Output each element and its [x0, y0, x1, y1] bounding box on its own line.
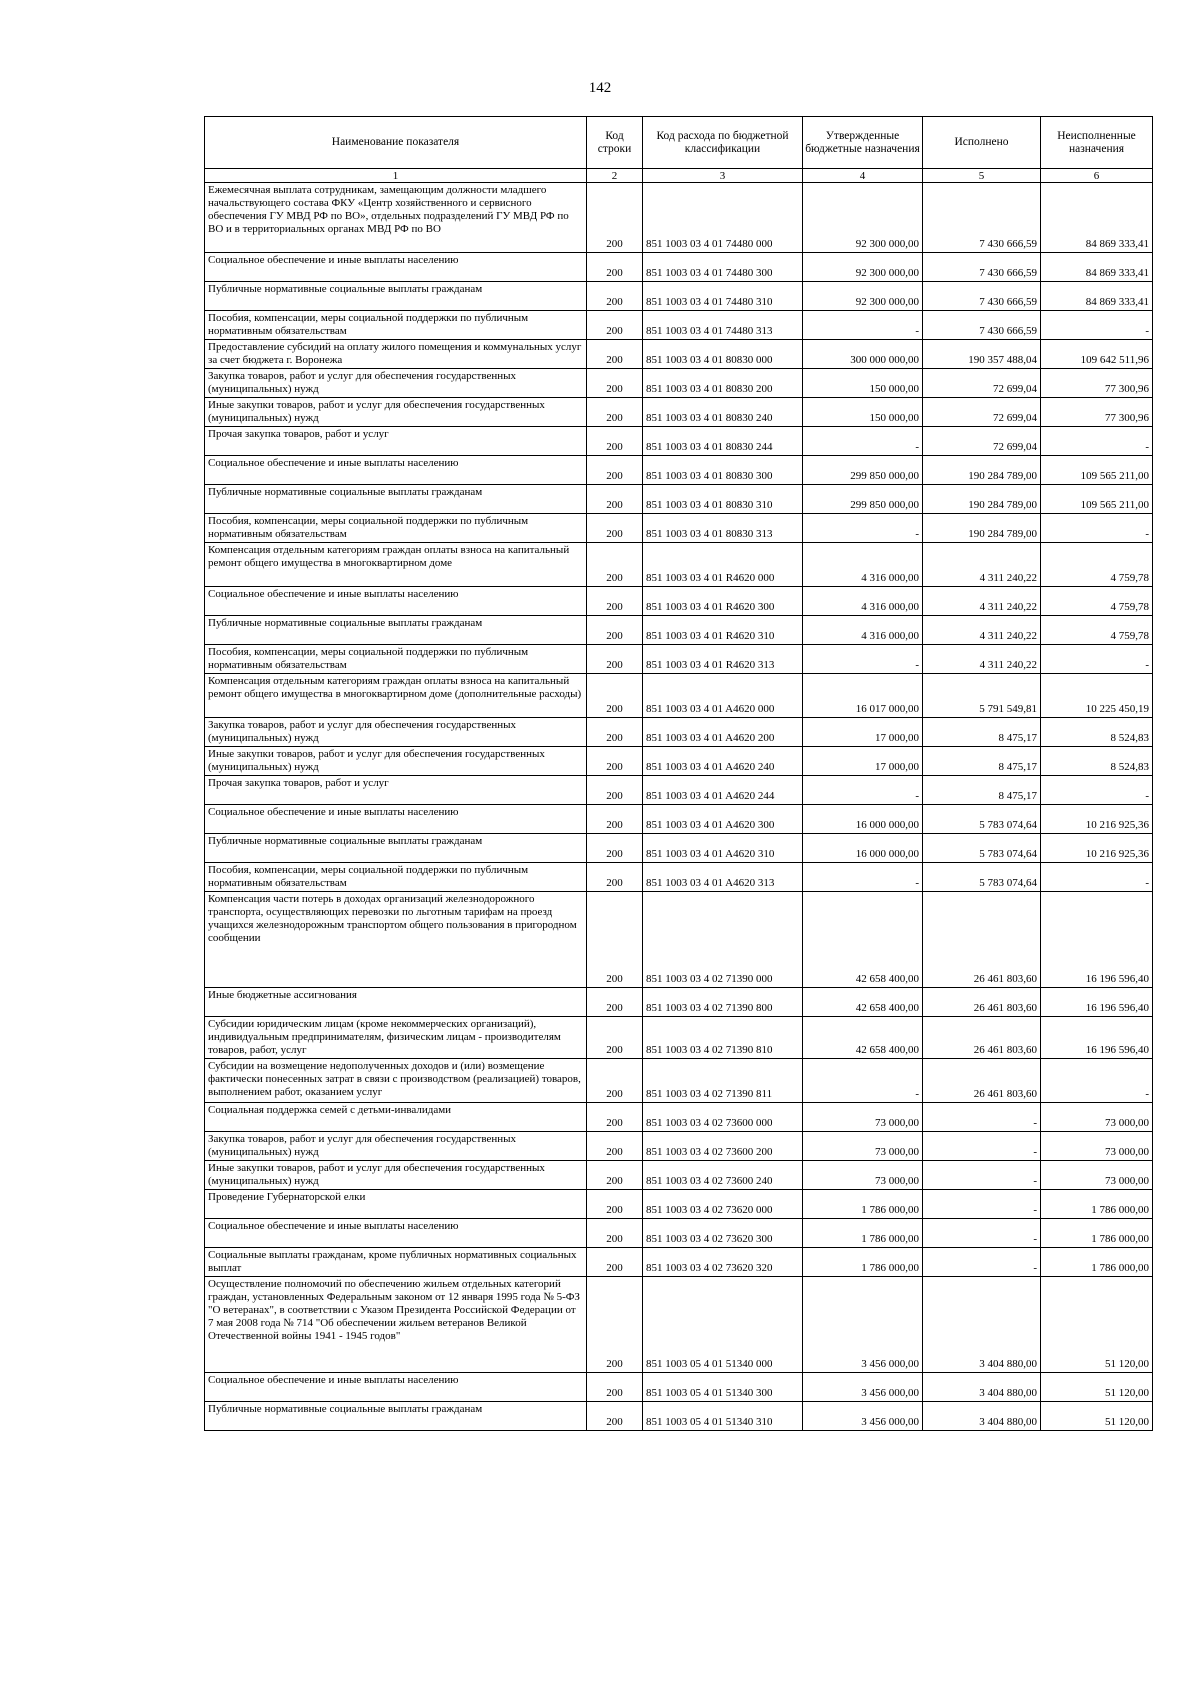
- row-unexecuted: 16 196 596,40: [1041, 988, 1153, 1017]
- table-row: [205, 340, 1153, 369]
- row-unexecuted: 4 759,78: [1041, 587, 1153, 616]
- row-name: Иные закупки товаров, работ и услуг для обеспечения государственных (муниципальных) нужд: [205, 398, 587, 427]
- table-row: [205, 587, 1153, 616]
- row-line-code: 200: [587, 1103, 643, 1132]
- table-row: [205, 1017, 1153, 1059]
- row-expense-code: 851 1003 03 4 01 74480 310: [643, 282, 803, 311]
- row-executed: 8 475,17: [923, 747, 1041, 776]
- page-number: 142: [588, 80, 612, 96]
- row-unexecuted: -: [1041, 776, 1153, 805]
- row-approved: 42 658 400,00: [803, 892, 923, 988]
- row-executed: 190 284 789,00: [923, 485, 1041, 514]
- row-approved: 300 000 000,00: [803, 340, 923, 369]
- row-unexecuted: -: [1041, 514, 1153, 543]
- row-line-code: 200: [587, 718, 643, 747]
- budget-execution-table: [204, 116, 1153, 1431]
- row-executed: 72 699,04: [923, 369, 1041, 398]
- row-name: Социальное обеспечение и иные выплаты населению: [205, 805, 587, 834]
- row-line-code: 200: [587, 1132, 643, 1161]
- table-row: [205, 892, 1153, 988]
- row-name: Компенсация части потерь в доходах организаций железнодорожного транспорта, осуществляющих перевозки по льготным тарифам на проезд учащихся железнодорожным транспортом общего пользования в пригородном сообщении: [205, 892, 587, 988]
- column-number: 5: [923, 169, 1041, 183]
- row-approved: 73 000,00: [803, 1103, 923, 1132]
- row-line-code: 200: [587, 1059, 643, 1103]
- row-executed: 4 311 240,22: [923, 616, 1041, 645]
- table-row: [205, 1103, 1153, 1132]
- row-executed: 7 430 666,59: [923, 311, 1041, 340]
- row-name: Публичные нормативные социальные выплаты гражданам: [205, 834, 587, 863]
- row-line-code: 200: [587, 369, 643, 398]
- row-executed: 5 783 074,64: [923, 863, 1041, 892]
- row-line-code: 200: [587, 485, 643, 514]
- row-unexecuted: 84 869 333,41: [1041, 282, 1153, 311]
- table-row: [205, 1277, 1153, 1373]
- row-expense-code: 851 1003 03 4 01 A4620 240: [643, 747, 803, 776]
- row-approved: 1 786 000,00: [803, 1190, 923, 1219]
- row-approved: 3 456 000,00: [803, 1373, 923, 1402]
- row-name: Субсидии на возмещение недополученных доходов и (или) возмещение фактически понесенных затрат в связи с производством (реализацией) товаров, выполнением работ, оказанием услуг: [205, 1059, 587, 1103]
- row-unexecuted: 109 565 211,00: [1041, 485, 1153, 514]
- row-line-code: 200: [587, 1017, 643, 1059]
- row-expense-code: 851 1003 03 4 01 R4620 300: [643, 587, 803, 616]
- row-expense-code: 851 1003 03 4 01 80830 300: [643, 456, 803, 485]
- row-executed: -: [923, 1219, 1041, 1248]
- row-executed: 3 404 880,00: [923, 1373, 1041, 1402]
- row-expense-code: 851 1003 03 4 02 73620 300: [643, 1219, 803, 1248]
- row-approved: 3 456 000,00: [803, 1277, 923, 1373]
- table-row: [205, 485, 1153, 514]
- row-expense-code: 851 1003 03 4 01 R4620 310: [643, 616, 803, 645]
- row-expense-code: 851 1003 03 4 01 A4620 300: [643, 805, 803, 834]
- row-approved: 92 300 000,00: [803, 282, 923, 311]
- row-executed: -: [923, 1161, 1041, 1190]
- row-executed: 26 461 803,60: [923, 1017, 1041, 1059]
- row-name: Ежемесячная выплата сотрудникам, замещающим должности младшего начальствующего состава ФКУ «Центр хозяйственного и сервисного обеспечения ГУ МВД РФ по ВО», отдельных подразделений ГУ МВД РФ по ВО и в территориальных органах МВД РФ по ВО: [205, 183, 587, 253]
- row-expense-code: 851 1003 03 4 01 80830 000: [643, 340, 803, 369]
- table-row: [205, 776, 1153, 805]
- row-executed: 5 783 074,64: [923, 834, 1041, 863]
- table-row: [205, 805, 1153, 834]
- table-row: [205, 1373, 1153, 1402]
- row-executed: -: [923, 1248, 1041, 1277]
- table-row: [205, 1248, 1153, 1277]
- row-expense-code: 851 1003 03 4 02 71390 800: [643, 988, 803, 1017]
- table-body: [205, 183, 1153, 1431]
- row-unexecuted: 1 786 000,00: [1041, 1219, 1153, 1248]
- row-line-code: 200: [587, 645, 643, 674]
- row-approved: 16 017 000,00: [803, 674, 923, 718]
- row-unexecuted: -: [1041, 1059, 1153, 1103]
- row-line-code: 200: [587, 514, 643, 543]
- table-row: [205, 1402, 1153, 1431]
- header-unexecuted: Неисполненные назначения: [1041, 117, 1153, 169]
- row-executed: 4 311 240,22: [923, 587, 1041, 616]
- row-expense-code: 851 1003 05 4 01 51340 000: [643, 1277, 803, 1373]
- table-row: [205, 427, 1153, 456]
- row-name: Социальное обеспечение и иные выплаты населению: [205, 1219, 587, 1248]
- row-line-code: 200: [587, 674, 643, 718]
- row-line-code: 200: [587, 892, 643, 988]
- row-line-code: 200: [587, 863, 643, 892]
- row-unexecuted: 1 786 000,00: [1041, 1190, 1153, 1219]
- row-approved: 16 000 000,00: [803, 834, 923, 863]
- row-expense-code: 851 1003 03 4 01 74480 313: [643, 311, 803, 340]
- row-name: Публичные нормативные социальные выплаты гражданам: [205, 485, 587, 514]
- row-line-code: 200: [587, 1402, 643, 1431]
- table-row: [205, 253, 1153, 282]
- row-name: Субсидии юридическим лицам (кроме некоммерческих организаций), индивидуальным предпринимателям, физическим лицам - производителям товаров, работ, услуг: [205, 1017, 587, 1059]
- row-expense-code: 851 1003 03 4 01 80830 240: [643, 398, 803, 427]
- header-indicator-name: Наименование показателя: [205, 117, 587, 169]
- row-approved: -: [803, 311, 923, 340]
- row-executed: 7 430 666,59: [923, 282, 1041, 311]
- row-unexecuted: 51 120,00: [1041, 1373, 1153, 1402]
- row-approved: -: [803, 776, 923, 805]
- row-approved: 42 658 400,00: [803, 1017, 923, 1059]
- table-row: [205, 311, 1153, 340]
- row-line-code: 200: [587, 282, 643, 311]
- column-number: 1: [205, 169, 587, 183]
- row-line-code: 200: [587, 311, 643, 340]
- row-expense-code: 851 1003 03 4 02 71390 000: [643, 892, 803, 988]
- row-name: Компенсация отдельным категориям граждан оплаты взноса на капитальный ремонт общего имущества в многоквартирном доме (дополнительные расходы): [205, 674, 587, 718]
- row-approved: 17 000,00: [803, 718, 923, 747]
- row-expense-code: 851 1003 03 4 01 74480 000: [643, 183, 803, 253]
- row-unexecuted: 109 642 511,96: [1041, 340, 1153, 369]
- header-approved: Утвержденные бюджетные назначения: [803, 117, 923, 169]
- row-name: Осуществление полномочий по обеспечению жильем отдельных категорий граждан, установленных Федеральным законом от 12 января 1995 года № 5-ФЗ "О ветеранах", в соответствии с Указом Президента Российской Федерации от 7 мая 2008 года № 714 "Об обеспечении жильем ветеранов Великой Отечественной войны 1941 - 1945 годов": [205, 1277, 587, 1373]
- row-name: Иные закупки товаров, работ и услуг для обеспечения государственных (муниципальных) нужд: [205, 747, 587, 776]
- row-expense-code: 851 1003 03 4 02 71390 810: [643, 1017, 803, 1059]
- table-row: [205, 282, 1153, 311]
- table-row: [205, 747, 1153, 776]
- row-expense-code: 851 1003 05 4 01 51340 310: [643, 1402, 803, 1431]
- row-name: Пособия, компенсации, меры социальной поддержки по публичным нормативным обязательствам: [205, 514, 587, 543]
- row-unexecuted: 16 196 596,40: [1041, 1017, 1153, 1059]
- row-executed: -: [923, 1190, 1041, 1219]
- table-row: [205, 645, 1153, 674]
- row-unexecuted: 51 120,00: [1041, 1402, 1153, 1431]
- row-line-code: 200: [587, 456, 643, 485]
- row-name: Прочая закупка товаров, работ и услуг: [205, 776, 587, 805]
- row-line-code: 200: [587, 427, 643, 456]
- table-row: [205, 183, 1153, 253]
- row-line-code: 200: [587, 587, 643, 616]
- row-executed: 7 430 666,59: [923, 253, 1041, 282]
- row-executed: 7 430 666,59: [923, 183, 1041, 253]
- row-executed: 4 311 240,22: [923, 645, 1041, 674]
- row-unexecuted: -: [1041, 427, 1153, 456]
- row-expense-code: 851 1003 05 4 01 51340 300: [643, 1373, 803, 1402]
- row-line-code: 200: [587, 183, 643, 253]
- row-line-code: 200: [587, 1373, 643, 1402]
- row-approved: 4 316 000,00: [803, 587, 923, 616]
- table-row: [205, 1161, 1153, 1190]
- row-name: Пособия, компенсации, меры социальной поддержки по публичным нормативным обязательствам: [205, 863, 587, 892]
- header-line-code: Код строки: [587, 117, 643, 169]
- row-approved: 92 300 000,00: [803, 253, 923, 282]
- row-name: Прочая закупка товаров, работ и услуг: [205, 427, 587, 456]
- row-executed: -: [923, 1132, 1041, 1161]
- row-approved: 299 850 000,00: [803, 456, 923, 485]
- row-expense-code: 851 1003 03 4 01 R4620 000: [643, 543, 803, 587]
- row-unexecuted: 4 759,78: [1041, 543, 1153, 587]
- row-name: Публичные нормативные социальные выплаты гражданам: [205, 616, 587, 645]
- row-name: Иные бюджетные ассигнования: [205, 988, 587, 1017]
- table-row: [205, 1059, 1153, 1103]
- row-executed: 8 475,17: [923, 776, 1041, 805]
- row-executed: 3 404 880,00: [923, 1277, 1041, 1373]
- row-unexecuted: 4 759,78: [1041, 616, 1153, 645]
- header-expense-code: Код расхода по бюджетной классификации: [643, 117, 803, 169]
- row-line-code: 200: [587, 747, 643, 776]
- row-approved: -: [803, 514, 923, 543]
- row-name: Социальное обеспечение и иные выплаты населению: [205, 1373, 587, 1402]
- table-row: [205, 369, 1153, 398]
- row-executed: 72 699,04: [923, 427, 1041, 456]
- row-unexecuted: 73 000,00: [1041, 1132, 1153, 1161]
- row-executed: 190 284 789,00: [923, 456, 1041, 485]
- table-row: [205, 718, 1153, 747]
- row-line-code: 200: [587, 834, 643, 863]
- row-executed: 26 461 803,60: [923, 892, 1041, 988]
- row-line-code: 200: [587, 1219, 643, 1248]
- row-approved: 42 658 400,00: [803, 988, 923, 1017]
- row-expense-code: 851 1003 03 4 01 A4620 200: [643, 718, 803, 747]
- row-unexecuted: 77 300,96: [1041, 398, 1153, 427]
- row-expense-code: 851 1003 03 4 01 80830 200: [643, 369, 803, 398]
- row-name: Предоставление субсидий на оплату жилого помещения и коммунальных услуг за счет бюджета г. Воронежа: [205, 340, 587, 369]
- row-unexecuted: -: [1041, 311, 1153, 340]
- row-name: Публичные нормативные социальные выплаты гражданам: [205, 282, 587, 311]
- row-executed: 72 699,04: [923, 398, 1041, 427]
- row-unexecuted: 1 786 000,00: [1041, 1248, 1153, 1277]
- row-name: Социальная поддержка семей с детьми-инвалидами: [205, 1103, 587, 1132]
- row-name: Публичные нормативные социальные выплаты гражданам: [205, 1402, 587, 1431]
- row-unexecuted: 10 216 925,36: [1041, 834, 1153, 863]
- row-line-code: 200: [587, 776, 643, 805]
- row-approved: 16 000 000,00: [803, 805, 923, 834]
- row-approved: 73 000,00: [803, 1161, 923, 1190]
- row-line-code: 200: [587, 398, 643, 427]
- row-expense-code: 851 1003 03 4 01 A4620 000: [643, 674, 803, 718]
- row-approved: 4 316 000,00: [803, 616, 923, 645]
- row-approved: 1 786 000,00: [803, 1219, 923, 1248]
- row-unexecuted: 10 225 450,19: [1041, 674, 1153, 718]
- row-unexecuted: 73 000,00: [1041, 1161, 1153, 1190]
- row-unexecuted: 51 120,00: [1041, 1277, 1153, 1373]
- row-executed: 26 461 803,60: [923, 1059, 1041, 1103]
- row-unexecuted: 8 524,83: [1041, 747, 1153, 776]
- row-expense-code: 851 1003 03 4 01 80830 313: [643, 514, 803, 543]
- row-unexecuted: 77 300,96: [1041, 369, 1153, 398]
- row-line-code: 200: [587, 1248, 643, 1277]
- row-expense-code: 851 1003 03 4 01 A4620 310: [643, 834, 803, 863]
- row-unexecuted: 10 216 925,36: [1041, 805, 1153, 834]
- row-expense-code: 851 1003 03 4 01 A4620 244: [643, 776, 803, 805]
- row-executed: 190 284 789,00: [923, 514, 1041, 543]
- column-number: 2: [587, 169, 643, 183]
- row-approved: 17 000,00: [803, 747, 923, 776]
- row-name: Закупка товаров, работ и услуг для обеспечения государственных (муниципальных) нужд: [205, 1132, 587, 1161]
- table-row: [205, 674, 1153, 718]
- row-approved: 1 786 000,00: [803, 1248, 923, 1277]
- row-line-code: 200: [587, 340, 643, 369]
- row-approved: -: [803, 863, 923, 892]
- row-name: Социальное обеспечение и иные выплаты населению: [205, 456, 587, 485]
- row-executed: 8 475,17: [923, 718, 1041, 747]
- row-name: Социальные выплаты гражданам, кроме публичных нормативных социальных выплат: [205, 1248, 587, 1277]
- column-number: 4: [803, 169, 923, 183]
- row-unexecuted: 84 869 333,41: [1041, 253, 1153, 282]
- row-line-code: 200: [587, 1190, 643, 1219]
- row-unexecuted: -: [1041, 863, 1153, 892]
- row-line-code: 200: [587, 1277, 643, 1373]
- row-approved: -: [803, 1059, 923, 1103]
- row-line-code: 200: [587, 805, 643, 834]
- table-row: [205, 456, 1153, 485]
- row-name: Закупка товаров, работ и услуг для обеспечения государственных (муниципальных) нужд: [205, 718, 587, 747]
- row-executed: 190 357 488,04: [923, 340, 1041, 369]
- table-row: [205, 616, 1153, 645]
- row-approved: -: [803, 645, 923, 674]
- row-line-code: 200: [587, 616, 643, 645]
- table-row: [205, 1190, 1153, 1219]
- row-unexecuted: -: [1041, 645, 1153, 674]
- row-unexecuted: 73 000,00: [1041, 1103, 1153, 1132]
- row-name: Компенсация отдельным категориям граждан оплаты взноса на капитальный ремонт общего имущества в многоквартирном доме: [205, 543, 587, 587]
- row-name: Проведение Губернаторской елки: [205, 1190, 587, 1219]
- row-expense-code: 851 1003 03 4 01 80830 310: [643, 485, 803, 514]
- row-approved: 73 000,00: [803, 1132, 923, 1161]
- header-executed: Исполнено: [923, 117, 1041, 169]
- table-row: [205, 514, 1153, 543]
- row-approved: 150 000,00: [803, 369, 923, 398]
- table-row: [205, 1219, 1153, 1248]
- row-executed: -: [923, 1103, 1041, 1132]
- row-unexecuted: 8 524,83: [1041, 718, 1153, 747]
- row-executed: 5 791 549,81: [923, 674, 1041, 718]
- column-number: 6: [1041, 169, 1153, 183]
- column-number-row: [205, 169, 1153, 183]
- row-expense-code: 851 1003 03 4 01 A4620 313: [643, 863, 803, 892]
- row-approved: 4 316 000,00: [803, 543, 923, 587]
- row-approved: 92 300 000,00: [803, 183, 923, 253]
- row-expense-code: 851 1003 03 4 02 73620 000: [643, 1190, 803, 1219]
- row-executed: 5 783 074,64: [923, 805, 1041, 834]
- row-approved: 150 000,00: [803, 398, 923, 427]
- row-name: Социальное обеспечение и иные выплаты населению: [205, 587, 587, 616]
- row-expense-code: 851 1003 03 4 02 73620 320: [643, 1248, 803, 1277]
- row-unexecuted: 84 869 333,41: [1041, 183, 1153, 253]
- row-executed: 26 461 803,60: [923, 988, 1041, 1017]
- table-row: [205, 834, 1153, 863]
- row-approved: -: [803, 427, 923, 456]
- row-unexecuted: 16 196 596,40: [1041, 892, 1153, 988]
- row-name: Пособия, компенсации, меры социальной поддержки по публичным нормативным обязательствам: [205, 645, 587, 674]
- row-name: Иные закупки товаров, работ и услуг для обеспечения государственных (муниципальных) нужд: [205, 1161, 587, 1190]
- row-executed: 4 311 240,22: [923, 543, 1041, 587]
- table-header-row: [205, 117, 1153, 169]
- row-executed: 3 404 880,00: [923, 1402, 1041, 1431]
- table-row: [205, 543, 1153, 587]
- row-expense-code: 851 1003 03 4 02 73600 000: [643, 1103, 803, 1132]
- row-approved: 299 850 000,00: [803, 485, 923, 514]
- row-name: Социальное обеспечение и иные выплаты населению: [205, 253, 587, 282]
- table-row: [205, 988, 1153, 1017]
- row-name: Закупка товаров, работ и услуг для обеспечения государственных (муниципальных) нужд: [205, 369, 587, 398]
- row-expense-code: 851 1003 03 4 02 73600 200: [643, 1132, 803, 1161]
- row-line-code: 200: [587, 253, 643, 282]
- row-unexecuted: 109 565 211,00: [1041, 456, 1153, 485]
- table-row: [205, 1132, 1153, 1161]
- column-number: 3: [643, 169, 803, 183]
- row-expense-code: 851 1003 03 4 01 74480 300: [643, 253, 803, 282]
- table-row: [205, 398, 1153, 427]
- row-name: Пособия, компенсации, меры социальной поддержки по публичным нормативным обязательствам: [205, 311, 587, 340]
- row-expense-code: 851 1003 03 4 01 80830 244: [643, 427, 803, 456]
- row-expense-code: 851 1003 03 4 02 71390 811: [643, 1059, 803, 1103]
- row-line-code: 200: [587, 1161, 643, 1190]
- row-line-code: 200: [587, 543, 643, 587]
- table-row: [205, 863, 1153, 892]
- row-expense-code: 851 1003 03 4 02 73600 240: [643, 1161, 803, 1190]
- row-line-code: 200: [587, 988, 643, 1017]
- row-expense-code: 851 1003 03 4 01 R4620 313: [643, 645, 803, 674]
- row-approved: 3 456 000,00: [803, 1402, 923, 1431]
